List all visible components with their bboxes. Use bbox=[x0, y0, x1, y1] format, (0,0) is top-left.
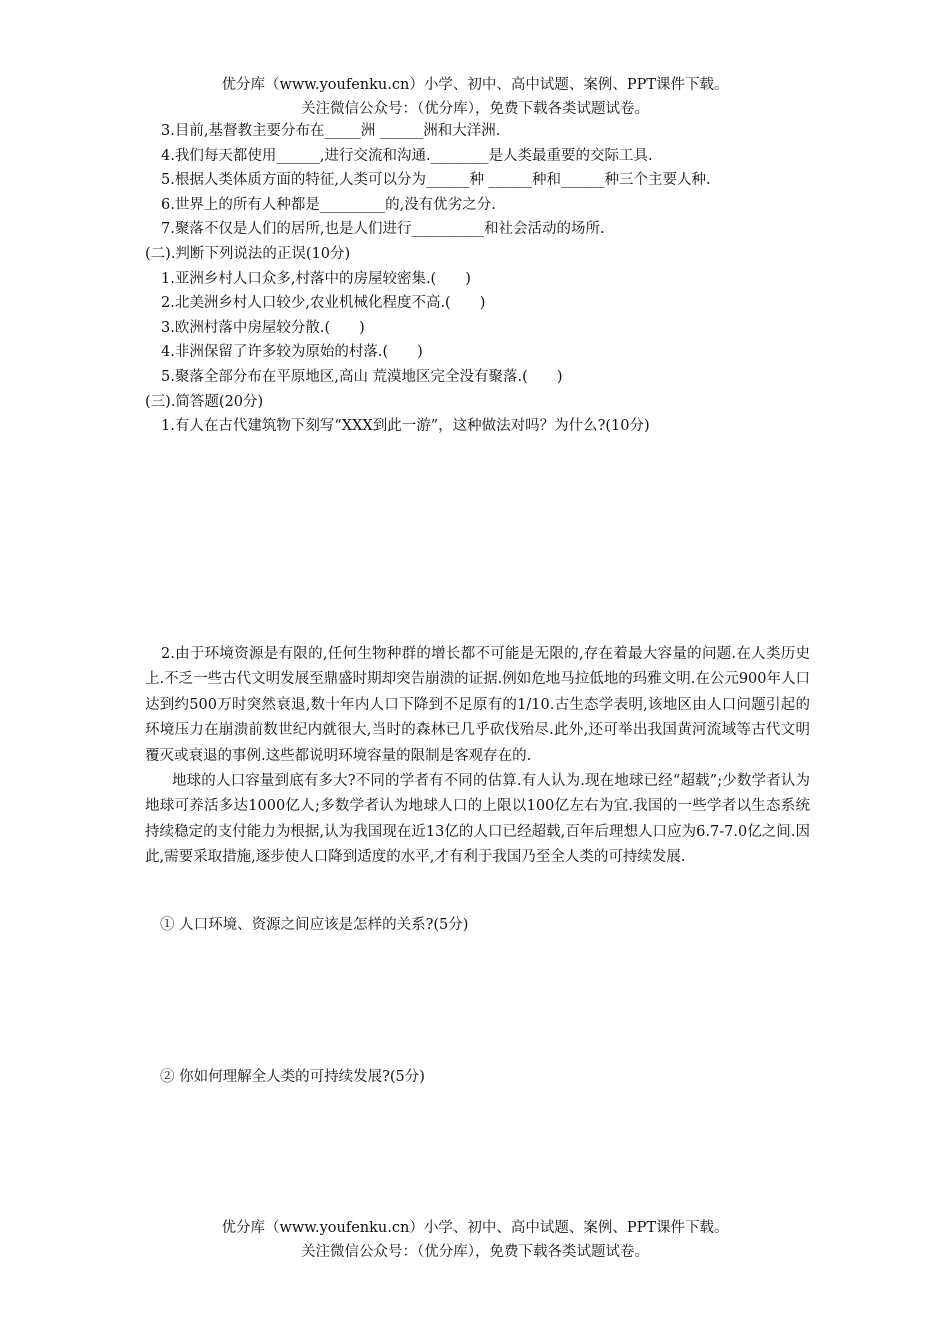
passage-paragraph-1: 2.由于环境资源是有限的,任何生物种群的增长都不可能是无限的,存在着最大容量的问题.在人类历史上.不乏一些古代文明发展至鼎盛时期却突告崩溃的证据.例如危地马拉低地的玛雅文明.在公元900年人口达到约500万时突然衰退,数十年内人口下降到不足原有的1/10.古生态学表明,该地区由人口问题引起的环境压力在崩溃前数世纪内就很大,当时的森林已几乎砍伐殆尽.此外,还可举出我国黄河流域等古代文明覆灭或衰退的事例.这些都说明环境容量的限制是客观存在的. bbox=[145, 646, 810, 764]
reading-passage bbox=[145, 642, 810, 871]
section-2-title: (二).判断下列说法的正误(10分) bbox=[145, 245, 351, 262]
true-false-item-3: 3.欧洲村落中房屋较分散.( ) bbox=[161, 319, 365, 336]
page-footer bbox=[0, 1216, 950, 1264]
fill-in-question-5: 5.根据人类体质方面的特征,人类可以分为______种 ______种和______种三个主要人种. bbox=[161, 172, 711, 189]
true-false-item-4: 4.非洲保留了许多较为原始的村落.( ) bbox=[161, 344, 423, 361]
short-answer-question-1: 1.有人在古代建筑物下刻写“XXX到此一游”，这种做法对吗？为什么?(10分) bbox=[161, 418, 650, 435]
fill-in-question-4: 4.我们每天都使用______,进行交流和沟通.________是人类最重要的交际工具. bbox=[161, 147, 653, 164]
sub-question-1: ① 人口环境、资源之间应该是怎样的关系?(5分) bbox=[160, 917, 469, 933]
header-line-2: 关注微信公众号：（优分库），免费下载各类试题试卷。 bbox=[301, 101, 649, 117]
footer-line-1: 优分库（www.youfenku.cn）小学、初中、高中试题、案例、PPT课件下载。 bbox=[221, 1220, 729, 1236]
true-false-item-5: 5.聚落全部分布在平原地区,高山 荒漠地区完全没有聚落.( ) bbox=[161, 368, 563, 385]
question-list bbox=[145, 119, 810, 439]
section-3-title: (三).简答题(20分) bbox=[145, 393, 264, 410]
true-false-item-2: 2.北美洲乡村人口较少,农业机械化程度不高.( ) bbox=[161, 295, 486, 312]
fill-in-question-6: 6.世界上的所有人种都是_________的,没有优劣之分. bbox=[161, 196, 496, 213]
passage-paragraph-2: 地球的人口容量到底有多大?不同的学者有不同的估算.有人认为.现在地球已经“超载”;少数学者认为地球可养活多达1000亿人;多数学者认为地球人口的上限以100亿左右为宜.我国的一些学者以生态系统持续稳定的支付能力为根据,认为我国现在近13亿的人口已经超载,百年后理想人口应为6.7-7.0亿之间.因此,需要采取措施,逐步使人口降到适度的水平,才有利于我国乃至全人类的可持续发展. bbox=[145, 773, 810, 866]
fill-in-question-3: 3.目前,基督教主要分布在_____洲 ______洲和大洋洲. bbox=[161, 123, 501, 139]
header-line-1: 优分库（www.youfenku.cn）小学、初中、高中试题、案例、PPT课件下载。 bbox=[221, 77, 729, 93]
sub-question-2: ② 你如何理解全人类的可持续发展?(5分) bbox=[160, 1069, 425, 1085]
footer-line-2: 关注微信公众号：（优分库），免费下载各类试题试卷。 bbox=[301, 1244, 649, 1260]
true-false-item-1: 1.亚洲乡村人口众多,村落中的房屋较密集.( ) bbox=[161, 270, 471, 287]
fill-in-question-7: 7.聚落不仅是人们的居所,也是人们进行__________和社会活动的场所. bbox=[161, 221, 605, 238]
page-header bbox=[0, 73, 950, 121]
